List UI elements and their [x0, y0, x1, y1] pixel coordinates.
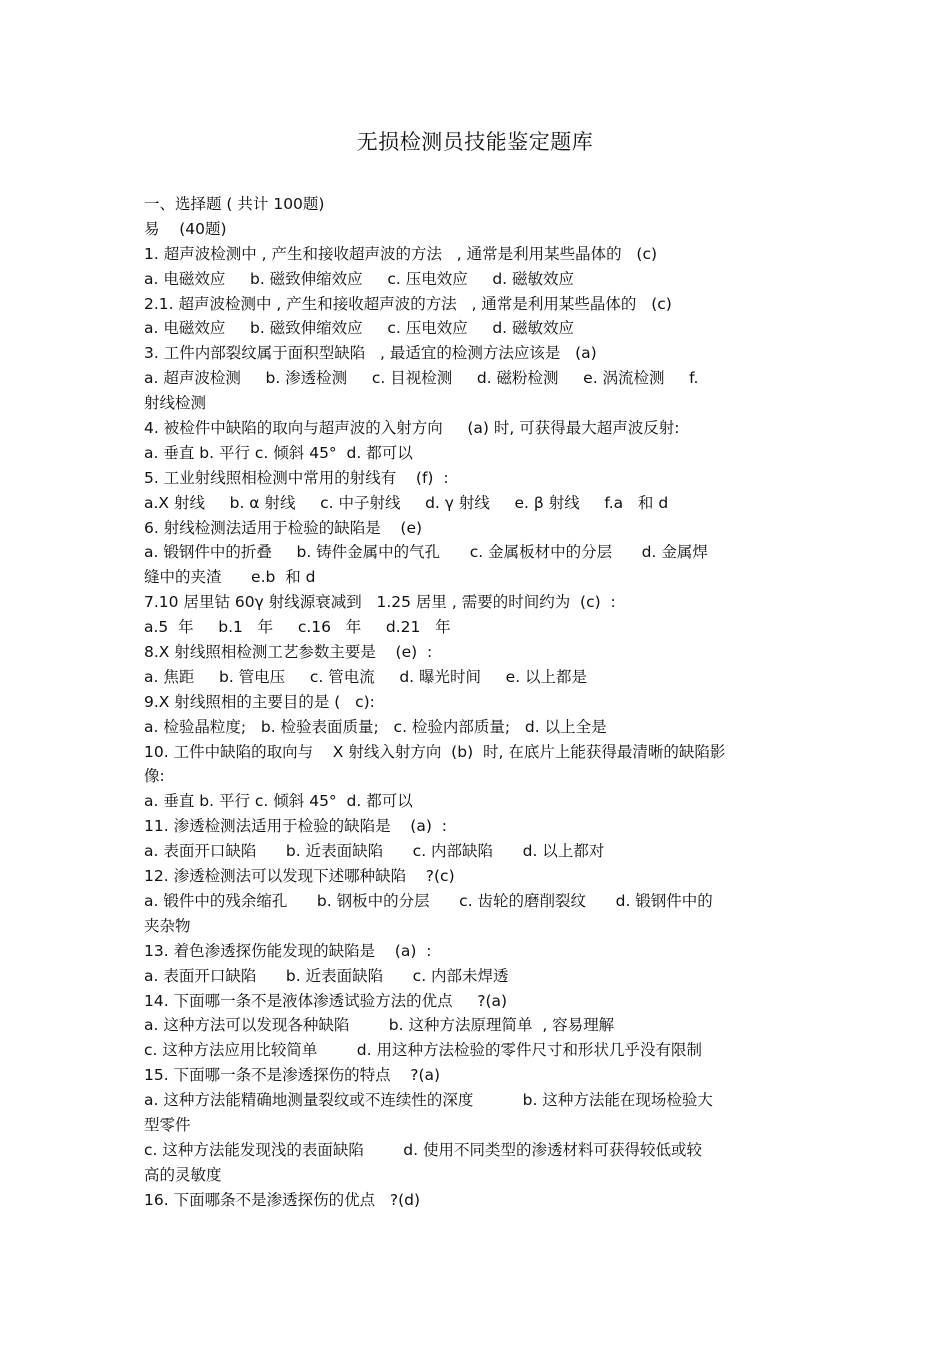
text-line: 12. 渗透检测法可以发现下述哪种缺陷 ?(c): [144, 867, 455, 886]
text-line: 一、选择题 ( 共计 100题): [144, 195, 325, 213]
text-line: 15. 下面哪一条不是渗透探伤的特点 ?(a): [144, 1066, 441, 1085]
text-line: 8.X 射线照相检测工艺参数主要是 (e) :: [144, 643, 433, 662]
text-line: 4. 被检件中缺陷的取向与超声波的入射方向 (a) 时, 可获得最大超声波反射:: [144, 419, 680, 438]
text-line: a. 超声波检测 b. 渗透检测 c. 目视检测 d. 磁粉检测 e. 涡流检测 f.: [144, 369, 699, 388]
text-line: a. 电磁效应 b. 磁致伸缩效应 c. 压电效应 d. 磁敏效应: [144, 319, 575, 338]
document-body: [144, 192, 809, 1213]
text-line: a. 垂直 b. 平行 c. 倾斜 45° d. 都可以: [144, 443, 413, 462]
text-line: a.5 年 b.1 年 c.16 年 d.21 年: [144, 618, 451, 637]
text-line: a. 垂直 b. 平行 c. 倾斜 45° d. 都可以: [144, 792, 413, 811]
text-line: c. 这种方法应用比较简单 d. 用这种方法检验的零件尺寸和形状几乎没有限制: [144, 1041, 702, 1060]
text-line: 14. 下面哪一条不是液体渗透试验方法的优点 ?(a): [144, 991, 508, 1010]
text-line: 9.X 射线照相的主要目的是 ( c):: [144, 692, 375, 711]
text-line: 缝中的夹渣 e.b 和 d: [144, 568, 316, 587]
text-line: 5. 工业射线照相检测中常用的射线有 (f) :: [144, 468, 449, 487]
text-line: a. 检验晶粒度; b. 检验表面质量; c. 检验内部质量; d. 以上全是: [144, 717, 607, 736]
document-title: 无损检测员技能鉴定题库: [356, 130, 594, 154]
text-line: 1. 超声波检测中 , 产生和接收超声波的方法 , 通常是利用某些晶体的 (c): [144, 244, 658, 263]
text-line: a. 表面开口缺陷 b. 近表面缺陷 c. 内部未焊透: [144, 966, 509, 985]
text-line: 易 (40题): [144, 219, 227, 238]
text-line: a. 表面开口缺陷 b. 近表面缺陷 c. 内部缺陷 d. 以上都对: [144, 842, 605, 861]
text-line: a. 锻钢件中的折叠 b. 铸件金属中的气孔 c. 金属板材中的分层 d. 金属焊: [144, 543, 708, 562]
text-line: c. 这种方法能发现浅的表面缺陷 d. 使用不同类型的渗透材料可获得较低或较: [144, 1140, 702, 1159]
text-line: a. 这种方法能精确地测量裂纹或不连续性的深度 b. 这种方法能在现场检验大: [144, 1091, 713, 1110]
text-line: 射线检测: [144, 394, 207, 413]
text-line: 6. 射线检测法适用于检验的缺陷是 (e): [144, 518, 423, 537]
text-line: 7.10 居里钴 60γ 射线源衰减到 1.25 居里 , 需要的时间约为 (c) :: [144, 593, 616, 612]
text-line: a.X 射线 b. α 射线 c. 中子射线 d. γ 射线 e. β 射线 f.a 和 d: [144, 493, 669, 512]
text-line: 10. 工件中缺陷的取向与 X 射线入射方向 (b) 时, 在底片上能获得最清晰的缺陷影: [144, 742, 726, 761]
text-line: 高的灵敏度: [144, 1165, 222, 1184]
text-line: 3. 工件内部裂纹属于面积型缺陷 , 最适宜的检测方法应该是 (a): [144, 344, 597, 363]
text-line: 夹杂物: [144, 916, 191, 935]
text-line: a. 锻件中的残余缩孔 b. 钢板中的分层 c. 齿轮的磨削裂纹 d. 锻钢件中的: [144, 891, 713, 910]
text-line: a. 这种方法可以发现各种缺陷 b. 这种方法原理简单 , 容易理解: [144, 1016, 615, 1035]
text-line: a. 焦距 b. 管电压 c. 管电流 d. 曝光时间 e. 以上都是: [144, 667, 588, 686]
text-line: a. 电磁效应 b. 磁致伸缩效应 c. 压电效应 d. 磁敏效应: [144, 269, 575, 288]
text-line: 2.1. 超声波检测中 , 产生和接收超声波的方法 , 通常是利用某些晶体的 (c): [144, 294, 672, 313]
text-line: 11. 渗透检测法适用于检验的缺陷是 (a) :: [144, 817, 447, 836]
text-line: 像:: [144, 767, 165, 786]
text-line: 型零件: [144, 1115, 191, 1134]
text-line: 13. 着色渗透探伤能发现的缺陷是 (a) :: [144, 941, 432, 960]
text-line: 16. 下面哪条不是渗透探伤的优点 ?(d): [144, 1190, 421, 1209]
